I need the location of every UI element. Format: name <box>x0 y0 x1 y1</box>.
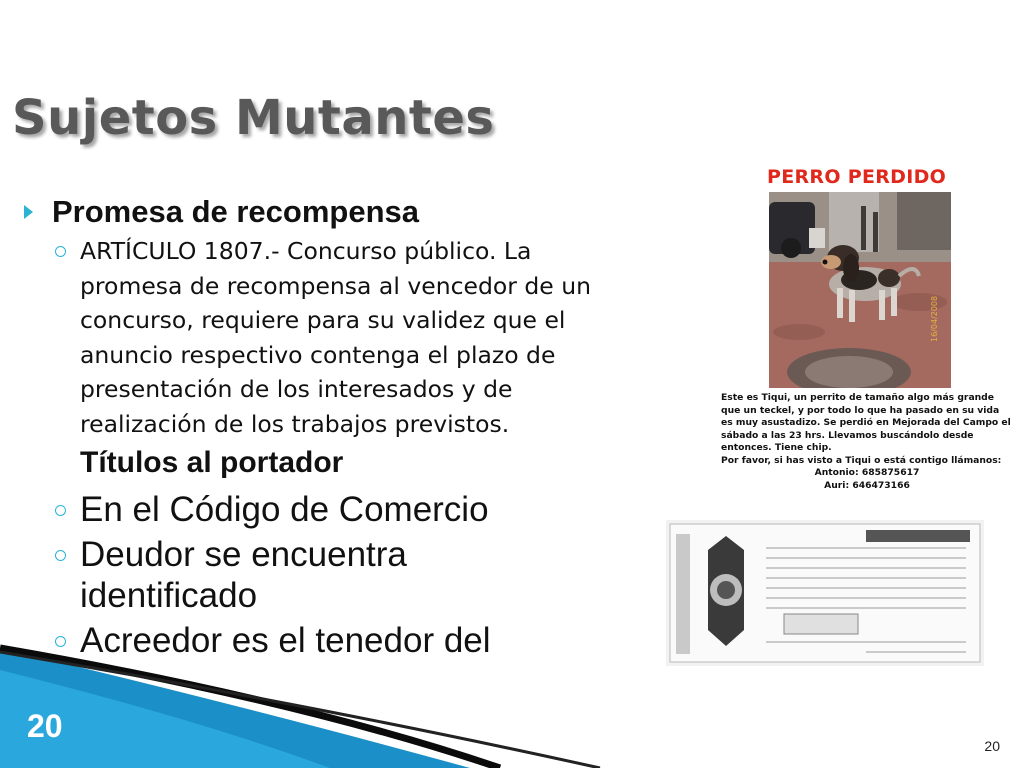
flyer-title: PERRO PERDIDO <box>767 166 947 188</box>
circle-bullet-icon <box>55 246 66 257</box>
slide-title: Sujetos Mutantes <box>12 90 495 146</box>
sub-bullet-2 <box>22 534 580 616</box>
lost-dog-flyer <box>711 162 1017 506</box>
bullet-main-text: Promesa de recompensa <box>52 194 420 229</box>
svg-text:16/04/2008: 16/04/2008 <box>930 295 939 342</box>
corner-swoosh-decoration <box>0 640 1024 768</box>
flyer-contact-2: Auri: 646473166 <box>824 479 910 491</box>
circle-bullet-icon <box>55 550 66 561</box>
sub-bullet-2-text: Deudor se encuentra identificado <box>80 535 407 615</box>
article-text: ARTÍCULO 1807.- Concurso público. La promesa de recompensa al vencedor de un concurso, requiere para su validez que el anuncio respectivo contenga el plazo de presentación de los interesados y de realización de los trabajos previstos. <box>80 237 592 438</box>
bullet-main <box>22 190 602 234</box>
sub-bullet-3-text: Acreedor es el tenedor del <box>80 621 491 660</box>
slide-number: 20 <box>984 738 1000 754</box>
flyer-contact-1: Antonio: 685875617 <box>814 467 920 478</box>
flyer-body <box>721 392 1013 492</box>
sub-bullet-1 <box>22 489 580 530</box>
flyer-request: Por favor, si has visto a Tiqui o está contigo llámanos: <box>721 454 1002 466</box>
flyer-description: Este es Tiqui, un perrito de tamaño algo más grande que un teckel, y por todo lo que ha pasado en su vida es muy asustadizo. Se perdió en Mejorada del Campo el sábado a las 23 hrs. Llevamos buscándolo desde entonces. Tiene chip. <box>721 392 1011 453</box>
dog-photo <box>769 192 951 388</box>
sub-bullet-article <box>22 234 610 485</box>
slide-number-badge: 20 <box>27 708 63 744</box>
triangle-bullet-icon <box>24 205 33 219</box>
sub-bullet-1-text: En el Código de Comercio <box>80 490 489 529</box>
slide-body <box>22 190 602 661</box>
circle-bullet-icon <box>55 505 66 516</box>
article-tail: Títulos al portador <box>80 446 344 479</box>
